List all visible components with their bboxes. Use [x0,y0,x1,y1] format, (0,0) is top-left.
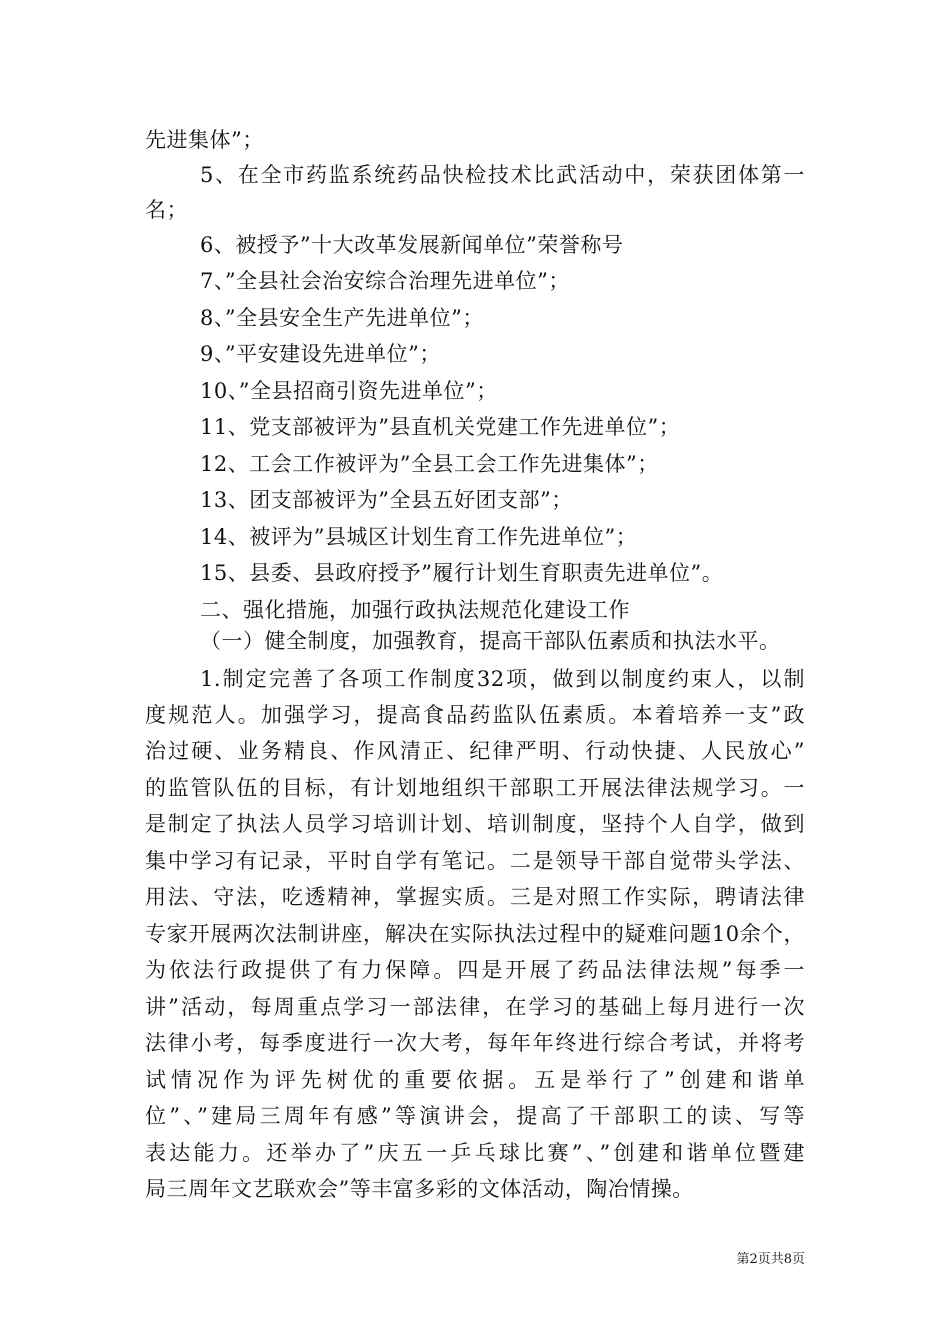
text-line: 13、团支部被评为”全县五好团支部”； [200,488,573,512]
page-number: 第2页共8页 [736,1252,805,1267]
text-line: 治过硬、业务精良、作风清正、纪律严明、行动快捷、人民放心” [145,739,805,763]
text-line: 9、”平安建设先进单位”； [200,342,441,366]
text-line: 8、”全县安全生产先进单位”； [200,306,484,330]
text-line: 先进集体”； [145,128,264,152]
text-line: 讲”活动，每周重点学习一部法律，在学习的基础上每月进行一次 [145,995,805,1019]
text-line: 位”、”建局三周年有感”等演讲会，提高了干部职工的读、写等 [145,1104,805,1128]
text-line: 局三周年文艺联欢会”等丰富多彩的文体活动，陶冶情操。 [145,1177,694,1201]
text-line: 11、党支部被评为”县直机关党建工作先进单位”； [200,415,681,439]
text-line: 集中学习有记录，平时自学有笔记。二是领导干部自觉带头学法、 [145,849,805,873]
text-line: 法律小考，每季度进行一次大考，每年年终进行综合考试，并将考 [145,1031,805,1055]
text-line: 用法、守法，吃透精神，掌握实质。三是对照工作实际，聘请法律 [145,885,805,909]
text-line: 12、工会工作被评为”全县工会工作先进集体”； [200,452,659,476]
text-line: 10、”全县招商引资先进单位”； [200,379,498,403]
subsection-heading: （一）健全制度，加强教育，提高干部队伍素质和执法水平。 [200,629,781,653]
text-line: 7、”全县社会治安综合治理先进单位”； [200,269,570,293]
text-line: 6、被授予”十大改革发展新闻单位”荣誉称号 [200,233,624,257]
text-line: 表达能力。还举办了”庆五一乒乓球比赛”、”创建和谐单位暨建 [145,1141,805,1165]
text-line: 14、被评为”县城区计划生育工作先进单位”； [200,525,638,549]
text-line: 是制定了执法人员学习培训计划、培训制度，坚持个人自学，做到 [145,812,805,836]
text-line: 专家开展两次法制讲座，解决在实际执法过程中的疑难问题10余个， [145,922,805,946]
text-line: 试情况作为评先树优的重要依据。五是举行了”创建和谐单 [145,1068,805,1092]
text-line: 名； [145,198,188,222]
text-line: 的监管队伍的目标，有计划地组织干部职工开展法律法规学习。一 [145,776,805,800]
text-line: 度规范人。加强学习，提高食品药监队伍素质。本着培养一支”政 [145,703,805,727]
section-heading: 二、强化措施，加强行政执法规范化建设工作 [200,598,630,622]
text-line: 15、县委、县政府授予”履行计划生育职责先进单位”。 [200,561,724,585]
text-line: 为依法行政提供了有力保障。四是开展了药品法律法规”每季一 [145,958,805,982]
text-line: 1.制定完善了各项工作制度32项，做到以制度约束人，以制 [200,667,805,691]
text-line: 5、在全市药监系统药品快检技术比武活动中，荣获团体第一 [200,163,805,187]
